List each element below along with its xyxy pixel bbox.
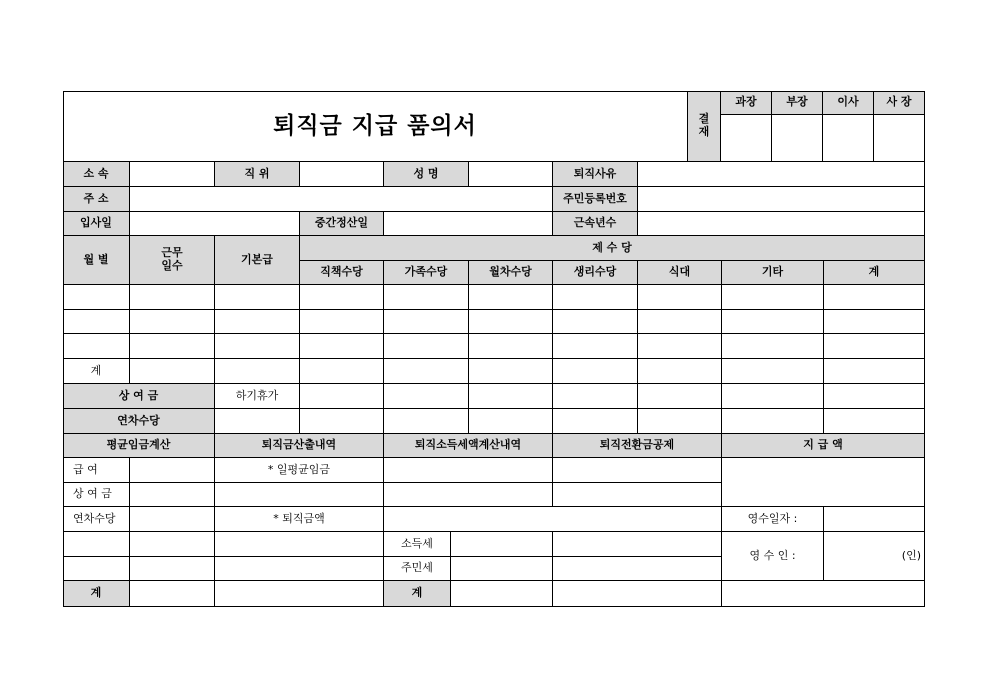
monthly-cell-r4-c3[interactable]: [215, 359, 300, 384]
severance-blank-cell[interactable]: [215, 557, 384, 581]
avg-daily-wage-label: * 일평균임금: [215, 458, 384, 483]
monthly-cell-r3-c2[interactable]: [130, 334, 215, 359]
monthly-cell-r2-c6[interactable]: [469, 310, 553, 334]
monthly-cell-r1-c6[interactable]: [469, 285, 553, 310]
approval-role-dept-head: 부장: [772, 91, 823, 115]
years-of-service-label: 근속년수: [553, 212, 638, 236]
monthly-cell-r4-c9[interactable]: [722, 359, 824, 384]
receipt-date-label: 영수일자 :: [722, 507, 824, 532]
calc-blank-label-1: [63, 532, 130, 557]
resident-tax-field[interactable]: [451, 557, 553, 581]
monthly-cell-r1-c2[interactable]: [130, 285, 215, 310]
monthly-cell-r5-c8[interactable]: [638, 384, 722, 409]
severance-pay-form: [63, 91, 925, 607]
monthly-cell-r3-c1[interactable]: [63, 334, 130, 359]
monthly-cell-r1-c7[interactable]: [553, 285, 638, 310]
tax-total-label: 계: [384, 581, 451, 607]
monthly-cell-r1-c8[interactable]: [638, 285, 722, 310]
payment-amount-field[interactable]: [722, 458, 925, 507]
calc-total-severance-field[interactable]: [215, 581, 384, 607]
allowance-header-family: 가족수당: [384, 261, 469, 285]
monthly-cell-r1-c10[interactable]: [824, 285, 925, 310]
calc-total-avg-field[interactable]: [130, 581, 215, 607]
monthly-cell-r4-c8[interactable]: [638, 359, 722, 384]
monthly-cell-r3-c8[interactable]: [638, 334, 722, 359]
income-tax-field[interactable]: [451, 532, 553, 557]
calc-total-label: 계: [63, 581, 130, 607]
conversion-deduction-cell-2[interactable]: [553, 483, 722, 507]
monthly-cell-r2-c5[interactable]: [384, 310, 469, 334]
conversion-deduction-cell-5[interactable]: [553, 557, 722, 581]
monthly-cell-r1-c1[interactable]: [63, 285, 130, 310]
allowance-header-meal: 식대: [638, 261, 722, 285]
conversion-deduction-cell-4[interactable]: [553, 532, 722, 557]
approval-sign-director[interactable]: [823, 115, 874, 162]
conversion-deduction-cell-1[interactable]: [553, 458, 722, 483]
income-tax-calc-cell-2[interactable]: [384, 483, 553, 507]
page-title: 퇴직금 지급 품의서: [63, 91, 688, 162]
retirement-reason-label: 퇴직사유: [553, 162, 638, 187]
monthly-cell-r6-c4[interactable]: [300, 409, 384, 434]
approval-sign-manager[interactable]: [721, 115, 772, 162]
allowance-header-position: 직책수당: [300, 261, 384, 285]
interim-settlement-field[interactable]: [384, 212, 553, 236]
monthly-cell-r2-c10[interactable]: [824, 310, 925, 334]
month-header: 월 별: [63, 236, 130, 285]
monthly-cell-r2-c4[interactable]: [300, 310, 384, 334]
retirement-reason-field[interactable]: [638, 162, 925, 187]
approval-sign-president[interactable]: [874, 115, 925, 162]
allowance-header-monthly-leave: 월차수당: [469, 261, 553, 285]
bonus-label: 상 여 금: [63, 384, 215, 409]
monthly-cell-r1-c4[interactable]: [300, 285, 384, 310]
years-of-service-field[interactable]: [638, 212, 925, 236]
hire-date-field[interactable]: [130, 212, 300, 236]
avg-daily-wage-field[interactable]: [215, 483, 384, 507]
monthly-cell-r2-c7[interactable]: [553, 310, 638, 334]
payment-amount-header: 지 급 액: [722, 434, 925, 458]
monthly-cell-r5-c9[interactable]: [722, 384, 824, 409]
monthly-cell-r6-c9[interactable]: [722, 409, 824, 434]
resident-id-label: 주민등록번호: [553, 187, 638, 212]
income-tax-label: 소득세: [384, 532, 451, 557]
monthly-cell-r3-c3[interactable]: [215, 334, 300, 359]
allowance-header-menstrual: 생리수당: [553, 261, 638, 285]
monthly-cell-r3-c10[interactable]: [824, 334, 925, 359]
monthly-cell-r6-c8[interactable]: [638, 409, 722, 434]
monthly-cell-r2-c9[interactable]: [722, 310, 824, 334]
interim-settlement-label: 중간정산일: [300, 212, 384, 236]
receipt-date-field[interactable]: [824, 507, 925, 532]
calc-annual-leave-field[interactable]: [130, 507, 215, 532]
calc-salary-label: 급 여: [63, 458, 130, 483]
address-label: 주 소: [63, 187, 130, 212]
severance-amount-label: * 퇴직금액: [215, 507, 384, 532]
address-field[interactable]: [130, 187, 553, 212]
hire-date-label: 입사일: [63, 212, 130, 236]
approval-role-president: 사 장: [874, 91, 925, 115]
severance-amount-field[interactable]: [215, 532, 384, 557]
recipient-seal: (인): [824, 532, 925, 581]
resident-id-field[interactable]: [638, 187, 925, 212]
avg-wage-calc-header: 평균임금계산: [63, 434, 215, 458]
income-tax-calc-cell-3[interactable]: [384, 507, 722, 532]
calc-blank-field-2[interactable]: [130, 557, 215, 581]
summer-vacation-label: 하기휴가: [215, 384, 300, 409]
recipient-label: 영 수 인 :: [722, 532, 824, 581]
monthly-cell-r3-c6[interactable]: [469, 334, 553, 359]
work-days-header: 근무 일수: [130, 236, 215, 285]
allowance-header-total: 계: [824, 261, 925, 285]
monthly-cell-r2-c1[interactable]: [63, 310, 130, 334]
income-tax-calc-cell-1[interactable]: [384, 458, 553, 483]
allowance-group-header: 제 수 당: [300, 236, 925, 261]
calc-salary-field[interactable]: [130, 458, 215, 483]
annual-leave-allowance-label: 연차수당: [63, 409, 215, 434]
monthly-cell-r3-c9[interactable]: [722, 334, 824, 359]
monthly-cell-r1-c9[interactable]: [722, 285, 824, 310]
calc-blank-label-2: [63, 557, 130, 581]
monthly-cell-r4-c5[interactable]: [384, 359, 469, 384]
severance-calc-header: 퇴직금산출내역: [215, 434, 384, 458]
position-label: 직 위: [215, 162, 300, 187]
approval-label: 결 재: [688, 91, 721, 162]
monthly-cell-r4-c4[interactable]: [300, 359, 384, 384]
conversion-deduction-header: 퇴직전환금공제: [553, 434, 722, 458]
monthly-cell-r5-c5[interactable]: [384, 384, 469, 409]
position-field[interactable]: [300, 162, 384, 187]
annual-leave-basepay-cell[interactable]: [215, 409, 300, 434]
income-tax-calc-header: 퇴직소득세액계산내역: [384, 434, 553, 458]
monthly-cell-r6-c6[interactable]: [469, 409, 553, 434]
approval-role-director: 이사: [823, 91, 874, 115]
monthly-cell-r4-c2[interactable]: [130, 359, 215, 384]
approval-role-manager: 과장: [721, 91, 772, 115]
monthly-cell-r6-c10[interactable]: [824, 409, 925, 434]
monthly-cell-r4-c7[interactable]: [553, 359, 638, 384]
name-label: 성 명: [384, 162, 469, 187]
calc-annual-leave-label: 연차수당: [63, 507, 130, 532]
monthly-cell-r5-c4[interactable]: [300, 384, 384, 409]
allowance-header-other: 기타: [722, 261, 824, 285]
monthly-cell-r2-c3[interactable]: [215, 310, 300, 334]
monthly-cell-r2-c8[interactable]: [638, 310, 722, 334]
payment-total-field[interactable]: [722, 581, 925, 607]
monthly-cell-r3-c7[interactable]: [553, 334, 638, 359]
monthly-total-label: 계: [63, 359, 130, 384]
resident-tax-label: 주민세: [384, 557, 451, 581]
monthly-cell-r4-c6[interactable]: [469, 359, 553, 384]
calc-bonus-field[interactable]: [130, 483, 215, 507]
calc-bonus-label: 상 여 금: [63, 483, 130, 507]
monthly-cell-r3-c5[interactable]: [384, 334, 469, 359]
affiliation-field[interactable]: [130, 162, 215, 187]
monthly-cell-r4-c10[interactable]: [824, 359, 925, 384]
monthly-cell-r6-c7[interactable]: [553, 409, 638, 434]
affiliation-label: 소 속: [63, 162, 130, 187]
name-field[interactable]: [469, 162, 553, 187]
base-pay-header: 기본급: [215, 236, 300, 285]
approval-sign-dept-head[interactable]: [772, 115, 823, 162]
calc-blank-field-1[interactable]: [130, 532, 215, 557]
monthly-cell-r3-c4[interactable]: [300, 334, 384, 359]
monthly-cell-r1-c3[interactable]: [215, 285, 300, 310]
conversion-deduction-total-field[interactable]: [553, 581, 722, 607]
monthly-cell-r5-c7[interactable]: [553, 384, 638, 409]
monthly-cell-r6-c5[interactable]: [384, 409, 469, 434]
monthly-cell-r5-c6[interactable]: [469, 384, 553, 409]
monthly-cell-r1-c5[interactable]: [384, 285, 469, 310]
monthly-cell-r2-c2[interactable]: [130, 310, 215, 334]
monthly-cell-r5-c10[interactable]: [824, 384, 925, 409]
tax-total-field[interactable]: [451, 581, 553, 607]
